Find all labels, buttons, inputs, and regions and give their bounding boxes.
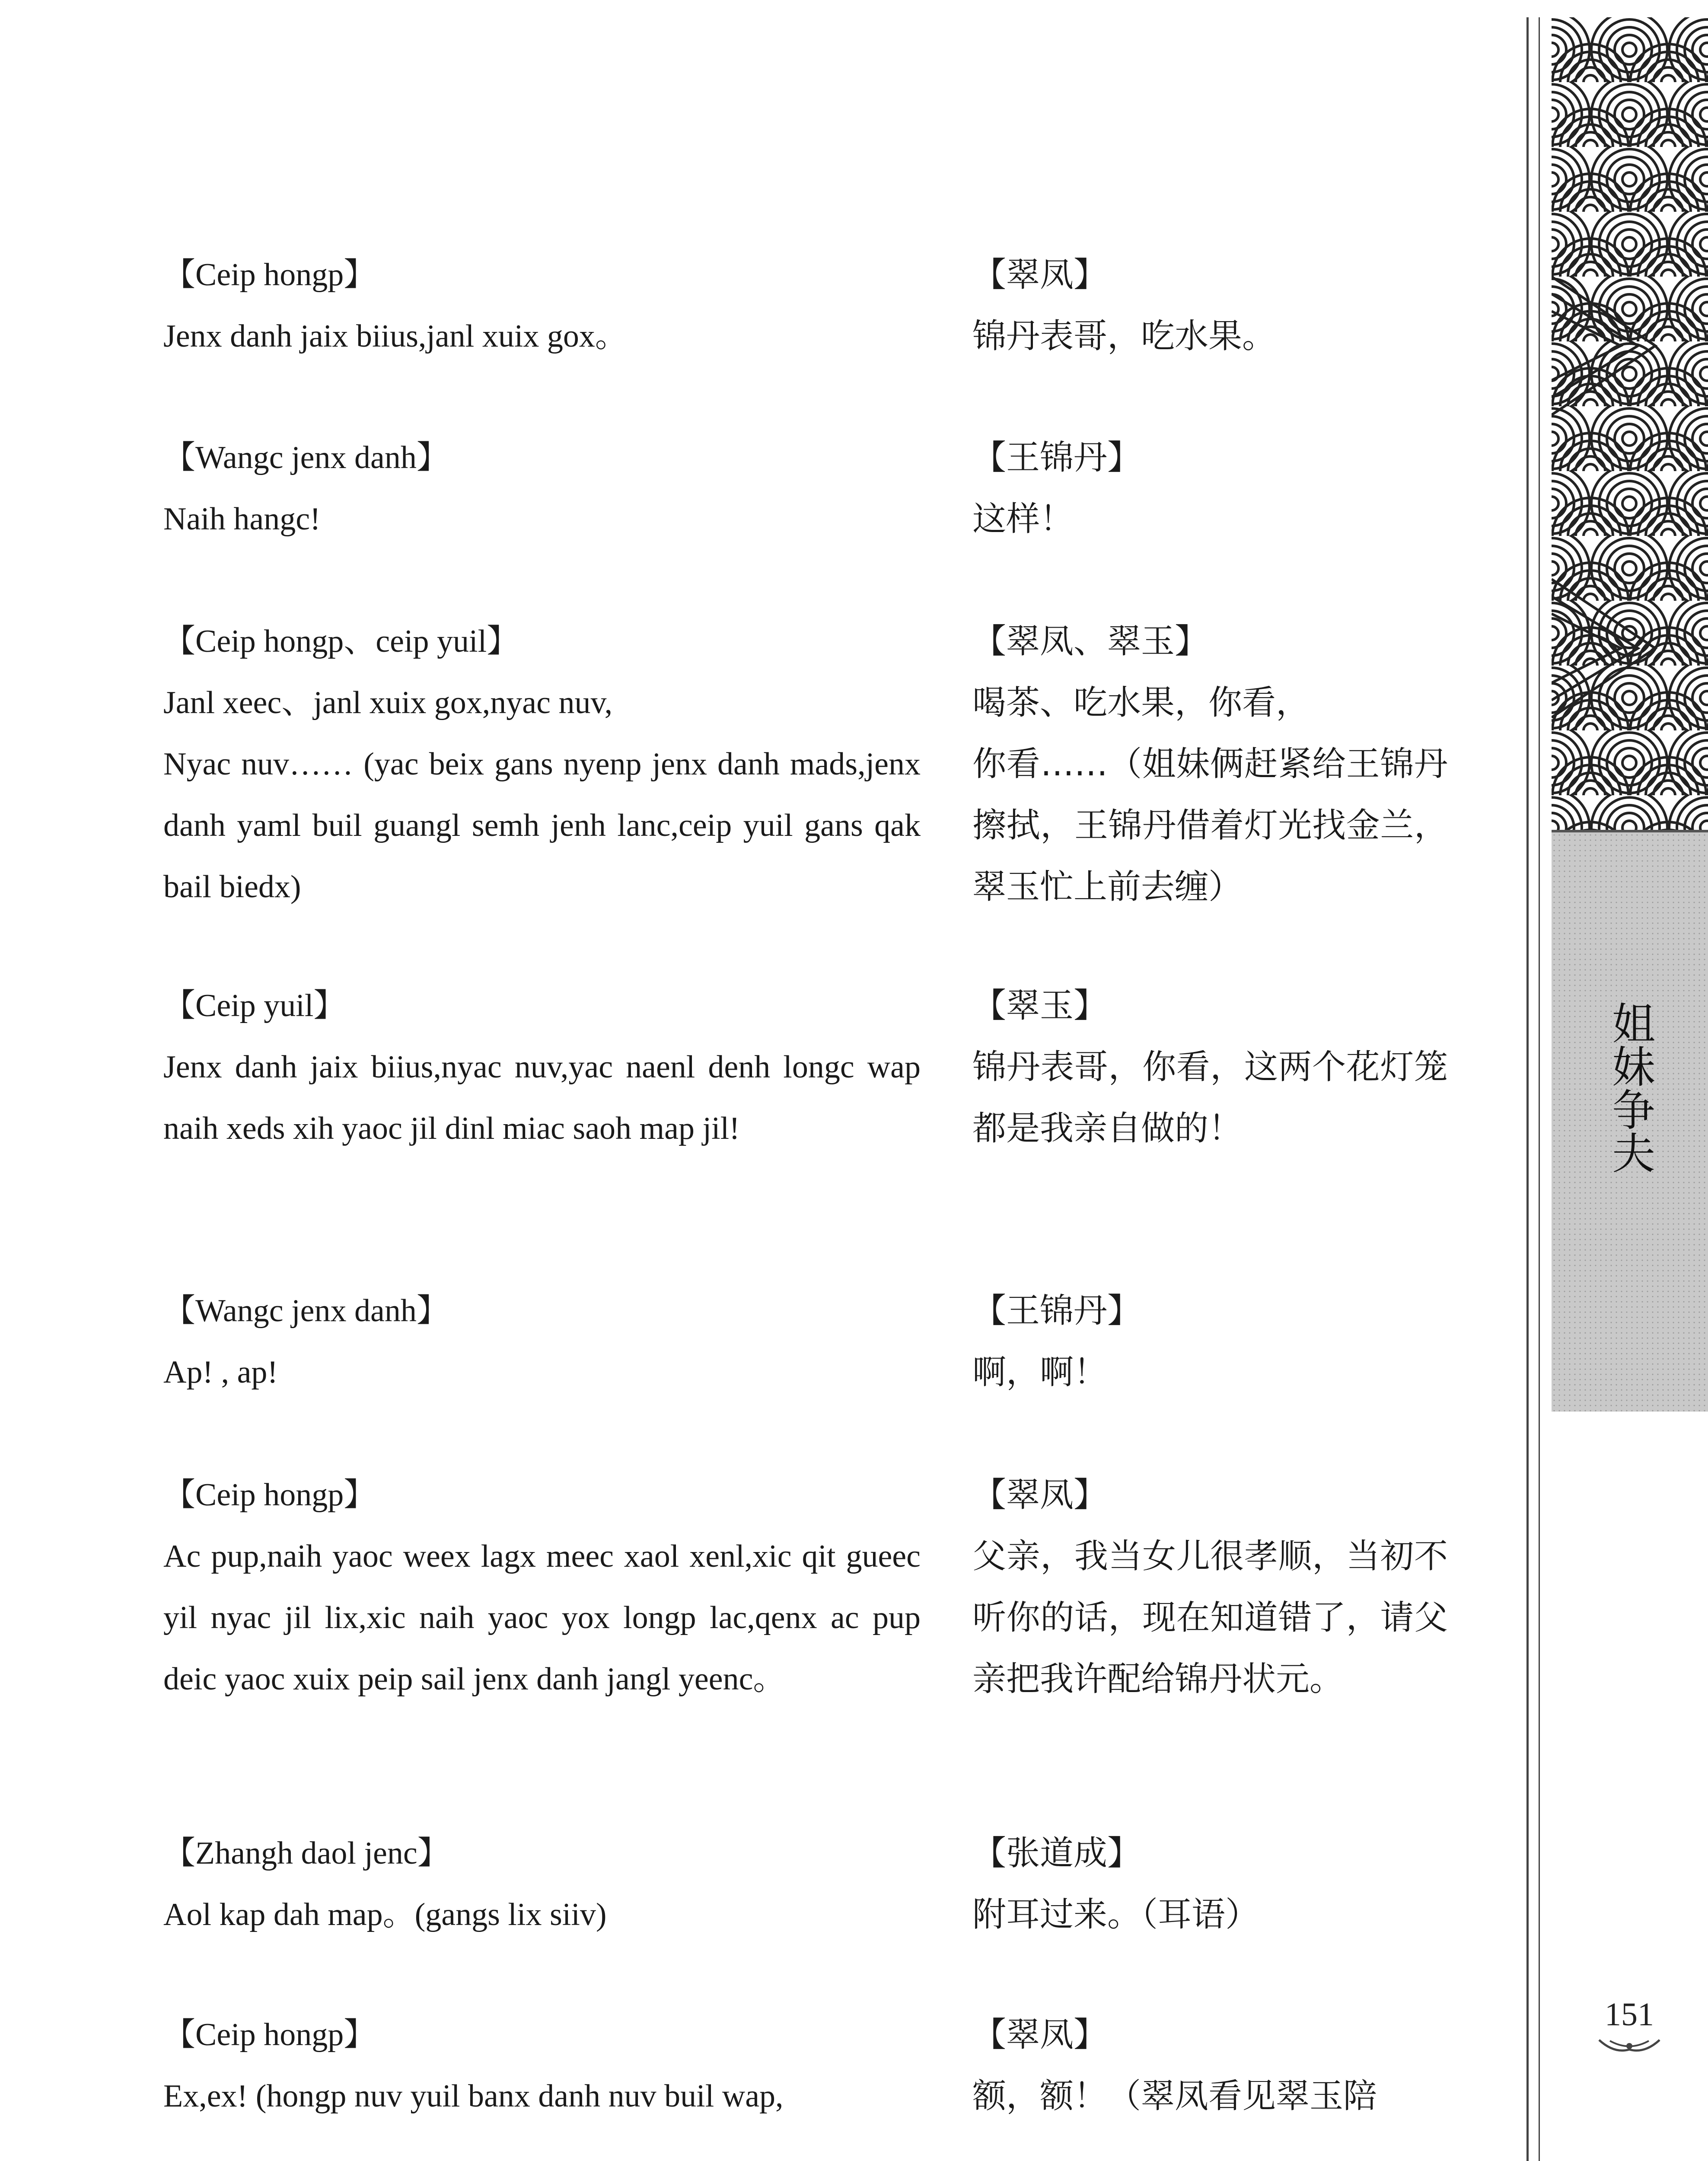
dong-line: Aol kap dah map。(gangs lix siiv) [163,1897,607,1932]
dong-text [163,975,921,1159]
chinese-text [972,1280,1448,1403]
dong-line: Jenx danh jaix biius,janl xuix gox。 [163,319,627,354]
dong-text [163,611,921,918]
dong-line: Naih hangc! [163,501,321,537]
dong-speaker: 【Ceip yuil】 [163,988,346,1023]
dong-speaker: 【Ceip hongp】 [163,257,376,293]
chinese-speaker: 【翠凤、翠玉】 [972,622,1209,661]
chinese-line: 锦丹表哥，你看，这两个花灯笼都是我亲自做的！ [972,1048,1448,1148]
chinese-text [972,244,1448,367]
margin-rule [1539,17,1540,2161]
chinese-line: 这样！ [972,500,1074,539]
chinese-line: 锦丹表哥，吃水果。 [972,317,1276,356]
chinese-text [972,1823,1448,1945]
flourish-icon [1597,2037,1662,2058]
chinese-text [972,975,1448,1159]
dong-speaker: 【Ceip hongp、ceip yuil】 [163,624,519,659]
dong-text [163,1823,921,1945]
dong-line: Ap! , ap! [163,1355,278,1390]
page-number: 151 [1605,1996,1654,2033]
chinese-line: 父亲，我当女儿很孝顺，当初不听你的话，现在知道错了，请父亲把我许配给锦丹状元。 [972,1537,1448,1699]
chinese-line: 你看……（姐妹俩赶紧给王锦丹擦拭，王锦丹借着灯光找金兰，翠玉忙上前去缠） [972,745,1448,906]
margin-rule [1526,17,1529,2161]
dong-line: Ac pup,naih yaoc weex lagx meec xaol xenl,xic qit gueec yil nyac jil lix,xic naih yaoc yox longp lac,qenx ac pup deic yaoc xuix peip sail jenx danh jangl yeenc。 [163,1539,921,1697]
chinese-text [972,2004,1448,2127]
dong-text [163,1280,921,1403]
chinese-speaker: 【张道成】 [972,1834,1141,1873]
chinese-line: 额，额！（翠凤看见翠玉陪 [972,2077,1377,2116]
dong-speaker: 【Ceip hongp】 [163,1477,376,1513]
chinese-line: 喝茶、吃水果，你看， [972,683,1310,722]
dong-line: Ex,ex! (hongp nuv yuil banx danh nuv buil wap, [163,2078,784,2114]
chinese-speaker: 【翠玉】 [972,986,1108,1025]
chinese-speaker: 【王锦丹】 [972,1291,1141,1330]
chinese-speaker: 【翠凤】 [972,1476,1108,1514]
chinese-line: 附耳过来。（耳语） [972,1895,1259,1934]
dong-line: Jenx danh jaix biius,nyac nuv,yac naenl denh longc wap naih xeds xih yaoc jil dinl miac saoh map jil! [163,1049,921,1146]
chapter-title: 姐妹争夫 [1605,1001,1655,1174]
dong-text [163,244,921,367]
dong-speaker: 【Zhangh daol jenc】 [163,1836,449,1871]
dong-speaker: 【Wangc jenx danh】 [163,1293,449,1329]
chinese-text [972,1464,1448,1710]
chinese-text [972,427,1448,550]
dong-speaker: 【Wangc jenx danh】 [163,440,449,475]
chinese-speaker: 【王锦丹】 [972,438,1141,477]
dong-speaker: 【Ceip hongp】 [163,2017,376,2053]
cloud-ornament-icon [1552,17,1708,832]
dong-text [163,427,921,550]
chapter-tab [1552,832,1708,1412]
chinese-speaker: 【翠凤】 [972,2015,1108,2054]
dong-line: Nyac nuv…… (yac beix gans nyenp jenx danh mads,jenx danh yaml buil guangl semh jenh lanc,ceip yuil gans qak bail biedx) [163,746,921,905]
dong-line: Janl xeec、janl xuix gox,nyac nuv, [163,685,613,720]
chinese-line: 啊，啊！ [972,1353,1108,1392]
dong-text [163,2004,921,2127]
chinese-speaker: 【翠凤】 [972,255,1108,294]
chinese-text [972,611,1448,918]
dong-text [163,1464,921,1710]
